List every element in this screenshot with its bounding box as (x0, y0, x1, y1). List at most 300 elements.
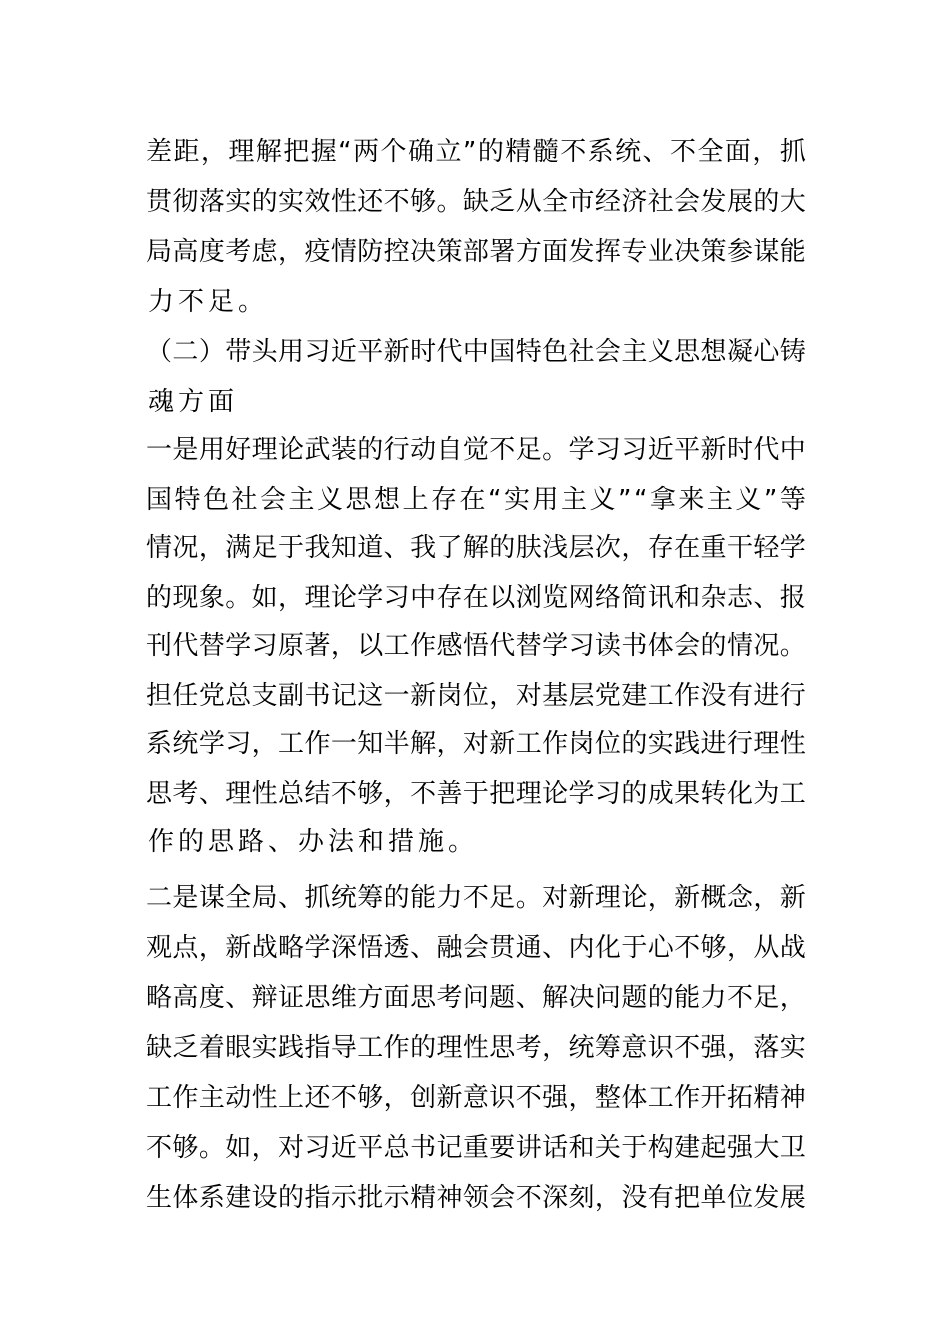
text-char: 观 (146, 933, 173, 963)
text-char: 好 (225, 435, 252, 465)
text-char: 心 (647, 933, 674, 963)
text-char: 建 (674, 1133, 701, 1163)
text-char: 疫 (304, 237, 331, 267)
text-char: 想 (374, 485, 401, 515)
text-char: 。 (779, 631, 806, 661)
text-char: 总 (383, 1133, 410, 1163)
text-char: 的 (278, 1183, 305, 1213)
text-char: “ (488, 485, 502, 515)
text-char: 了 (436, 533, 463, 563)
text-char: 一 (146, 435, 173, 465)
text-char: 习 (225, 729, 252, 759)
text-char: 全 (697, 137, 724, 167)
text-char: ， (542, 1033, 569, 1063)
text-char: 从 (753, 933, 780, 963)
text-char: 主 (706, 485, 733, 515)
text-char: 支 (251, 681, 278, 711)
text-char: 杂 (700, 583, 727, 613)
text-char: 况 (172, 533, 199, 563)
text-char: 的 (146, 583, 173, 613)
text-char: 成 (647, 779, 674, 809)
text-char: 性 (330, 187, 357, 217)
text-char: 够 (357, 1083, 384, 1113)
text-char: 对 (462, 729, 489, 759)
text-char: 深 (542, 1183, 569, 1213)
text-char: 缺 (462, 187, 489, 217)
text-char: 内 (568, 933, 595, 963)
text-char: 实 (647, 729, 674, 759)
section-heading-line-1 (146, 332, 806, 372)
text-char: 党 (198, 681, 225, 711)
text-char: 代 (489, 631, 516, 661)
text-char: 览 (542, 583, 569, 613)
text-char: 的 (753, 187, 780, 217)
text-char: 领 (462, 1183, 489, 1213)
text-char: 学 (357, 583, 384, 613)
text-char: 时 (410, 337, 437, 367)
text-char: 把 (283, 137, 310, 167)
text-char: 实 (278, 187, 305, 217)
text-char: 习 (383, 583, 410, 613)
text-char: 拿 (649, 485, 676, 515)
text-char: 概 (700, 883, 727, 913)
text-char: 抓 (304, 883, 331, 913)
text-char: 新 (489, 729, 516, 759)
text-char: 转 (700, 779, 727, 809)
text-char: 作 (304, 729, 331, 759)
text-line-11 (146, 626, 806, 666)
text-char: 层 (568, 533, 595, 563)
text-char: 理 (251, 435, 278, 465)
text-char: ， (278, 583, 305, 613)
text-char: 络 (594, 583, 621, 613)
text-char: 义 (647, 337, 674, 367)
text-char: ， (752, 137, 779, 167)
text-char: 意 (462, 1083, 489, 1113)
text-char: 工 (146, 1083, 173, 1113)
text-char: 情 (330, 237, 357, 267)
text-char: 方 (515, 237, 542, 267)
text-char: 知 (330, 533, 357, 563)
text-char: 全 (542, 187, 569, 217)
text-char: 、 (225, 983, 252, 1013)
text-line-7 (146, 430, 806, 470)
text-char: 全 (225, 883, 252, 913)
text-char: 铸 (779, 337, 806, 367)
text-char: 。 (436, 187, 463, 217)
text-char: 关 (594, 1133, 621, 1163)
text-char: 控 (383, 237, 410, 267)
text-char: 差 (146, 137, 173, 167)
text-char: 不 (670, 137, 697, 167)
text-char: 代 (172, 631, 199, 661)
text-char: 特 (174, 485, 201, 515)
text-char: 系 (198, 1183, 225, 1213)
text-char: 满 (225, 533, 252, 563)
text-char: ， (330, 631, 357, 661)
text-char: 习 (568, 631, 595, 661)
text-char: 思 (489, 1033, 516, 1063)
text-line-17 (146, 928, 806, 968)
text-char: 干 (726, 533, 753, 563)
text-char: 报 (779, 583, 806, 613)
text-char: 义 (735, 485, 762, 515)
text-char: 新 (383, 337, 410, 367)
text-char: 在 (462, 583, 489, 613)
text-char: 重 (462, 1133, 489, 1163)
text-char: 带 (225, 337, 252, 367)
text-char: 次 (594, 533, 621, 563)
text-char: 习 (594, 435, 621, 465)
text-char: 解 (255, 137, 282, 167)
text-char: 是 (172, 435, 199, 465)
text-char: 强 (542, 1083, 569, 1113)
text-char: 面 (207, 387, 234, 417)
text-char: 平 (357, 1133, 384, 1163)
text-char: 能 (410, 883, 437, 913)
text-char: 轻 (753, 533, 780, 563)
text-char: 论 (278, 435, 305, 465)
text-char: 不 (515, 1183, 542, 1213)
text-char: 如 (225, 1133, 252, 1163)
text-char: 、 (198, 779, 225, 809)
text-char: 理 (436, 1033, 463, 1063)
text-char: 代 (436, 337, 463, 367)
text-char: 习 (251, 631, 278, 661)
text-char: 专 (621, 237, 648, 267)
text-char: 会 (674, 631, 701, 661)
text-char: 进 (753, 681, 780, 711)
text-char: 在 (674, 533, 701, 563)
text-char: 学 (779, 533, 806, 563)
text-char: 市 (568, 187, 595, 217)
text-char: 中 (410, 583, 437, 613)
text-char: 、 (278, 883, 305, 913)
text-char: 解 (542, 983, 569, 1013)
text-char: 意 (621, 1033, 648, 1063)
text-char: 题 (621, 983, 648, 1013)
text-char: 融 (436, 933, 463, 963)
text-char: 能 (779, 237, 806, 267)
text-char: 践 (278, 1033, 305, 1063)
text-char: 参 (726, 237, 753, 267)
text-char: 于 (621, 933, 648, 963)
text-char: 握 (310, 137, 337, 167)
text-char: ， (489, 681, 516, 711)
text-char: 考 (436, 983, 463, 1013)
text-char: 统 (615, 137, 642, 167)
text-char: ， (726, 1033, 753, 1063)
text-char: 习 (621, 435, 648, 465)
text-char: 武 (304, 435, 331, 465)
text-char: 象 (198, 583, 225, 613)
text-char: 时 (726, 435, 753, 465)
text-char: 义 (317, 485, 344, 515)
text-char: 一 (330, 729, 357, 759)
text-char: 高 (172, 983, 199, 1013)
text-char: 不 (726, 983, 753, 1013)
text-line-15 (146, 822, 806, 862)
text-char: 念 (726, 883, 753, 913)
text-char: 书 (621, 631, 648, 661)
text-char: 生 (146, 1183, 173, 1213)
text-char: 新 (674, 883, 701, 913)
text-char: 习 (304, 1133, 331, 1163)
text-char: 思 (146, 779, 173, 809)
text-char: ， (726, 933, 753, 963)
text-char: 作 (674, 681, 701, 711)
text-char: 的 (477, 137, 504, 167)
text-char: 拓 (726, 1083, 753, 1113)
text-char: 筹 (594, 1033, 621, 1063)
text-char: 批 (357, 1183, 384, 1213)
text-char: 足 (489, 883, 516, 913)
text-char: 谋 (753, 237, 780, 267)
text-char: 思 (410, 983, 437, 1013)
text-char: 不 (560, 137, 587, 167)
text-char: 思 (207, 827, 234, 857)
text-char: 不 (674, 1033, 701, 1063)
text-char: 要 (489, 1133, 516, 1163)
text-char: 设 (251, 1183, 278, 1213)
text-char: 略 (278, 933, 305, 963)
text-char: 悟 (462, 631, 489, 661)
text-char: 导 (330, 1033, 357, 1063)
text-char: 的 (357, 435, 384, 465)
text-char: 性 (251, 1083, 278, 1113)
text-char: 总 (225, 681, 252, 711)
text-char: 社 (647, 187, 674, 217)
text-char: 近 (330, 1133, 357, 1163)
text-char: 考 (515, 1033, 542, 1063)
text-line-21 (146, 1128, 806, 1168)
text-char: （ (146, 337, 173, 367)
text-char: 情 (726, 631, 753, 661)
text-char: 问 (594, 983, 621, 1013)
text-line-22 (146, 1178, 806, 1218)
text-char: 不 (383, 187, 410, 217)
text-char: 够 (410, 187, 437, 217)
text-char: 主 (288, 485, 315, 515)
text-char: 著 (304, 631, 331, 661)
text-char: 单 (700, 1183, 727, 1213)
text-char: 动 (410, 435, 437, 465)
text-char: 、 (383, 533, 410, 563)
text-char: 学 (568, 779, 595, 809)
text-char: 讲 (515, 1133, 542, 1163)
text-char: 上 (402, 485, 429, 515)
text-char: 不 (674, 933, 701, 963)
text-line-12 (146, 676, 806, 716)
text-char: 总 (278, 779, 305, 809)
text-char: 会 (674, 187, 701, 217)
text-char: ， (779, 983, 806, 1013)
text-char: 基 (542, 681, 569, 711)
text-char: 读 (594, 631, 621, 661)
text-char: 凝 (726, 337, 753, 367)
text-char: 、 (267, 827, 294, 857)
text-char: 还 (357, 187, 384, 217)
text-char: 情 (146, 533, 173, 563)
text-char: 特 (515, 337, 542, 367)
text-char: ， (621, 533, 648, 563)
text-char: 。 (198, 1133, 225, 1163)
text-char: 有 (647, 1183, 674, 1213)
text-char: 会 (462, 933, 489, 963)
text-char: 思 (674, 337, 701, 367)
text-char: 够 (357, 779, 384, 809)
text-line-9 (146, 528, 806, 568)
text-char: 把 (489, 779, 516, 809)
text-char: 位 (726, 1183, 753, 1213)
text-char: 社 (231, 485, 258, 515)
text-char: 论 (542, 779, 569, 809)
text-char: 学 (304, 933, 331, 963)
text-char: 局 (251, 883, 278, 913)
text-char: 乏 (489, 187, 516, 217)
text-char: 自 (436, 435, 463, 465)
text-char: 和 (568, 1133, 595, 1163)
text-char: 经 (594, 187, 621, 217)
text-char: 大 (753, 1133, 780, 1163)
text-char: 乏 (172, 1033, 199, 1063)
text-char: 立 (435, 137, 462, 167)
text-char: 起 (700, 1133, 727, 1163)
text-char: 决 (410, 237, 437, 267)
text-char: 辩 (251, 983, 278, 1013)
text-char: 不 (330, 1083, 357, 1113)
text-char: 作 (147, 827, 174, 857)
text-char: 度 (198, 237, 225, 267)
text-char: 以 (357, 631, 384, 661)
text-char: 通 (515, 933, 542, 963)
text-char: ， (251, 729, 278, 759)
text-char: 动 (225, 1083, 252, 1113)
text-char: ， (753, 883, 780, 913)
text-char: 工 (515, 729, 542, 759)
text-char: 问 (462, 983, 489, 1013)
text-char: 虑 (251, 237, 278, 267)
text-char: 学 (198, 729, 225, 759)
text-char: 识 (489, 1083, 516, 1113)
text-char: 进 (700, 729, 727, 759)
text-char: 维 (330, 983, 357, 1013)
text-char: 新 (225, 933, 252, 963)
text-char: 贯 (489, 933, 516, 963)
text-char: 把 (674, 1183, 701, 1213)
text-char: 精 (505, 137, 532, 167)
text-char: 觉 (462, 435, 489, 465)
text-char: 面 (383, 983, 410, 1013)
text-char: 新 (436, 1083, 463, 1113)
text-char: 策 (436, 237, 463, 267)
text-char: 理 (225, 779, 252, 809)
text-char: 实 (225, 187, 252, 217)
text-char: ） (198, 337, 225, 367)
text-char: 担 (146, 681, 173, 711)
text-line-10 (146, 578, 806, 618)
text-char: ， (568, 1083, 595, 1113)
text-char: 书 (304, 681, 331, 711)
text-char: 学 (225, 631, 252, 661)
text-char: 替 (198, 631, 225, 661)
text-char: 近 (647, 435, 674, 465)
text-char: 义 (589, 485, 616, 515)
text-line-4 (146, 282, 806, 322)
text-char: 二 (146, 883, 173, 913)
text-char: 面 (542, 237, 569, 267)
text-char: 系 (587, 137, 614, 167)
text-char: 没 (621, 1183, 648, 1213)
text-char: 工 (647, 681, 674, 711)
text-char: 的 (621, 779, 648, 809)
text-char: 作 (674, 1083, 701, 1113)
text-char: 贯 (146, 187, 173, 217)
text-char: 方 (177, 387, 204, 417)
text-char: 原 (278, 631, 305, 661)
text-char: 。 (447, 827, 474, 857)
text-char: 位 (594, 729, 621, 759)
text-char: 开 (700, 1083, 727, 1113)
text-char: 工 (357, 1033, 384, 1063)
text-char: 识 (647, 1033, 674, 1063)
text-char: 不 (146, 1133, 173, 1163)
text-char: 理 (753, 729, 780, 759)
text-char: 够 (172, 1133, 199, 1163)
text-char: 于 (278, 533, 305, 563)
text-char: 示 (383, 1183, 410, 1213)
text-char: 路 (237, 827, 264, 857)
text-char: 高 (172, 237, 199, 267)
text-char: “ (633, 485, 648, 515)
text-char: 足 (753, 983, 780, 1013)
text-char: 战 (251, 933, 278, 963)
text-char: 大 (779, 187, 806, 217)
text-line-18 (146, 978, 806, 1018)
text-char: 发 (568, 237, 595, 267)
text-char: 局 (146, 237, 173, 267)
text-char: 足 (515, 435, 542, 465)
text-char: 对 (542, 883, 569, 913)
text-line-19 (146, 1028, 806, 1068)
text-char: 挥 (594, 237, 621, 267)
text-char: 展 (779, 1183, 806, 1213)
text-char: 善 (436, 779, 463, 809)
text-char: 学 (542, 631, 569, 661)
text-char: 理 (515, 779, 542, 809)
text-char: 来 (678, 485, 705, 515)
text-char: 话 (542, 1133, 569, 1163)
text-char: 不 (462, 883, 489, 913)
text-char: 够 (700, 933, 727, 963)
text-char: 以 (489, 583, 516, 613)
text-char: 想 (700, 337, 727, 367)
text-char: 主 (198, 1083, 225, 1113)
text-char: 强 (700, 1033, 727, 1063)
text-char: 指 (304, 1183, 331, 1213)
text-char: 缺 (146, 1033, 173, 1063)
text-char: 岗 (568, 729, 595, 759)
text-char: 是 (172, 883, 199, 913)
text-char: 发 (753, 1183, 780, 1213)
text-char: 精 (753, 1083, 780, 1113)
text-char: 证 (278, 983, 305, 1013)
text-char: 理 (228, 137, 255, 167)
text-char: 透 (383, 933, 410, 963)
text-char: 用 (278, 337, 305, 367)
text-char: 深 (330, 933, 357, 963)
text-char: 作 (410, 631, 437, 661)
